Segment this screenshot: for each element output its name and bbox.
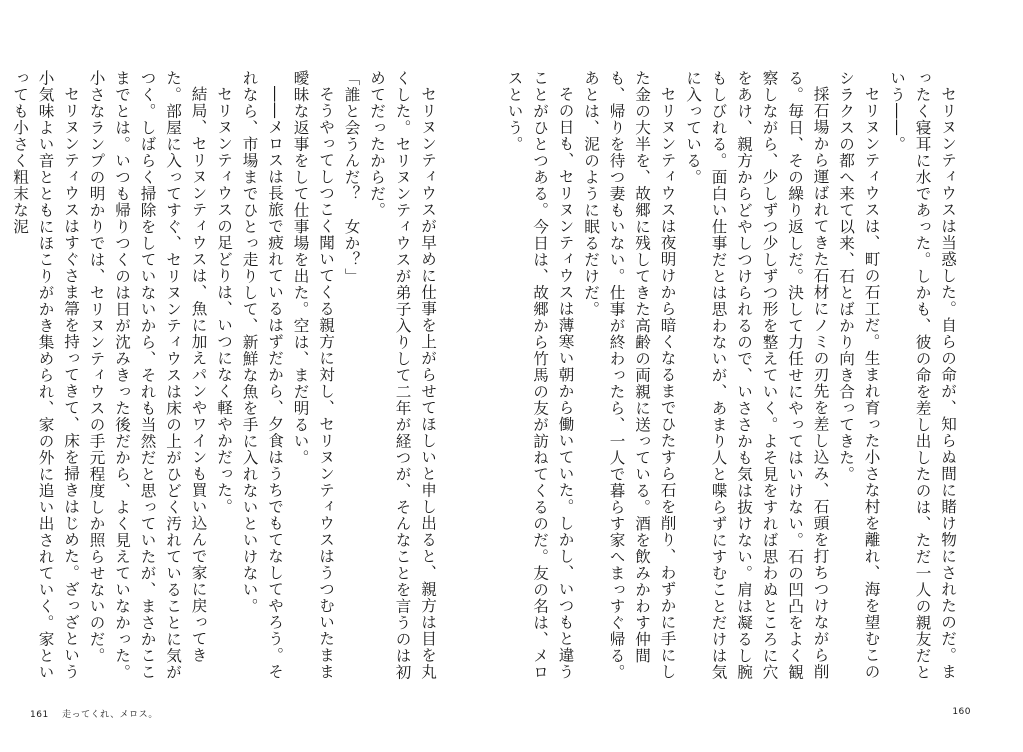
paragraph: 採石場から運ばれてきた石材にノミの刃先を差し込み、石頭を打ちつけながら削る。毎日、その繰り返しだ。決して力任せにやってはいけない。石の凹凸をよく観察しながら、少しずつ少しずつ形を整えていく。よそ見をすれば思わぬところに穴をあけ、親方からどやしつけられるので、いささかも気は抜けない。肩は凝るし腕もしびれる。面白い仕事だとは思わないが、あまり人と喋らずにすむことだけは気に入っている。 <box>684 70 830 681</box>
running-title: 走ってくれ、メロス。 <box>62 710 158 720</box>
paragraph: 結局、セリヌンティウスは、魚に加えパンやワインも買い込んで家に戻ってきた。部屋に入ってすぐ、セリヌンティウスは床の上がひどく汚れていることに気がつく。しばらく掃除をしていないから、それも当然だと思っていたが、まさかここまでとは。いつも帰りつくのは日が沈みきった後だから、よく見えていなかった。小さなランプの明かりでは、セリヌンティウスの手元程度しか照らせないのだ。 <box>87 70 208 681</box>
paragraph: そうやってしつこく聞いてくる親方に対し、セリヌンティウスはうつむいたまま曖昧な返事をして仕事場を出た。空は、まだ明るい。 <box>291 70 335 680</box>
left-page-body <box>11 70 440 685</box>
paragraph: セリヌンティウスは夜明けから暗くなるまでひたすら石を削り、わずかに手にした金の大半を、故郷に残してきた高齢の両親に送っている。酒を飲みかわす仲間も、帰りを待つ妻もいない。仕事が終わったら、一人で暮らす家へまっすぐ帰る。あとは、泥のように眠るだけだ。 <box>582 70 677 681</box>
page-number: 161 <box>30 710 49 720</box>
left-page <box>0 0 511 752</box>
right-page-footer <box>952 707 971 717</box>
right-page-body <box>505 70 960 685</box>
dialogue-line: 「誰と会うんだ？ 女か？」 <box>342 70 361 285</box>
left-page-footer <box>30 707 158 720</box>
paragraph: セリヌンティウスはすぐさま箒を持ってきて、床を掃きはじめた。ざっざという小気味よい音とともにほこりがかき集められ、家の外に追い出されていく。家といっても小さく粗末な泥 <box>11 70 80 681</box>
right-page <box>505 0 1023 752</box>
paragraph: セリヌンティウスは当惑した。自らの命が、知らぬ間に賭け物にされたのだ。まったく寝耳に水であった。しかも、彼の命を差し出したのは、ただ一人の親友だという――。 <box>888 70 957 681</box>
paragraph: セリヌンティウスは、町の石工だ。生まれ育った小さな村を離れ、海を望むこのシラクスの都へ来て以来、石とばかり向き合ってきた。 <box>837 70 881 680</box>
page-number: 160 <box>952 707 971 717</box>
paragraph: ――メロスは長旅で疲れているはずだから、夕食はうちでもてなしてやろう。それなら、市場までひとっ走りして、新鮮な魚を手に入れないといけない。 <box>240 70 284 680</box>
paragraph: セリヌンティウスの足どりは、いつになく軽やかだった。 <box>215 85 233 515</box>
paragraph: その日も、セリヌンティウスは薄寒い朝から働いていた。しかし、いつもと違うことがひとつある。今日は、故郷から竹馬の友が訪ねてくるのだ。友の名は、メロスという。 <box>505 70 575 681</box>
paragraph: セリヌンティウスが早めに仕事を上がらせてほしいと申し出ると、親方は目を丸くした。セリヌンティウスが弟子入りして二年が経つが、そんなことを言うのは初めてだったからだ。 <box>368 70 437 681</box>
